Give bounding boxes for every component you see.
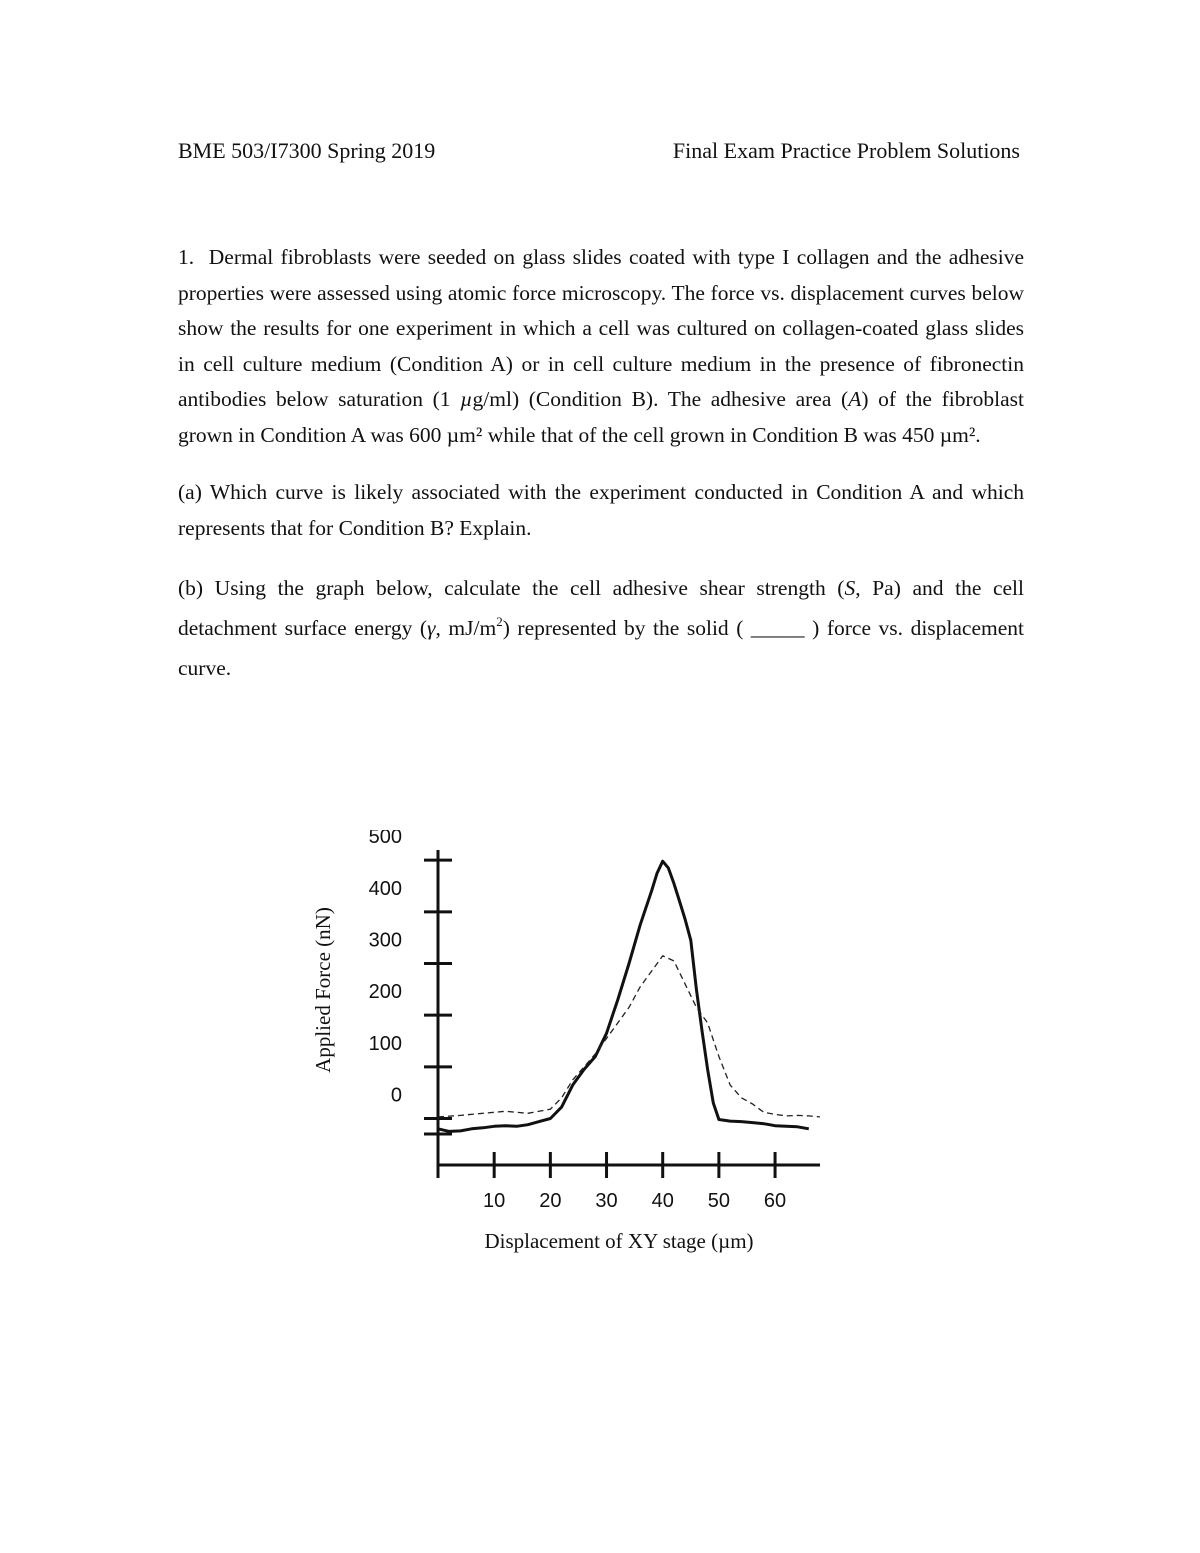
squared-superscript: 2 [496,614,503,629]
x-tick-label: 60 [763,1190,787,1212]
part-a: (a) Which curve is likely associated with the experiment conducted in Condition A and which represents that for Condition B? Explain. [178,480,1024,540]
area-variable: A [848,387,862,411]
x-tick-label: 50 [707,1190,731,1212]
y-axis-title: Applied Force (nN) [311,907,335,1073]
intro-text-1: Dermal fibroblasts were seeded on glass slides coated with type I collagen and the adhesive properties were assessed using atomic force microscopy. The force vs. displacement curves below show the results for one experiment in which a cell was cultured on collagen-coated glass slides in cell culture medium (Condition A) or in cell culture medium in the presence of fibronectin antibodies below saturation (1 [178,245,1025,411]
problem-intro [178,240,1024,453]
x-tick-label: 10 [483,1190,506,1212]
area-unit-b: µm². [939,422,981,447]
mu-symbol: µ [460,387,473,411]
x-tick-label: 40 [651,1190,674,1212]
x-tick-label: 30 [595,1190,618,1212]
area-unit-a: µm² [446,422,483,447]
x-tick-label: 20 [539,1190,562,1212]
force-displacement-chart [290,830,850,1270]
intro-text-2: g/ml) (Condition B). The adhesive area ( [472,387,849,411]
y-tick-label: 400 [368,877,402,900]
y-tick-label: 300 [368,929,402,952]
problem-number: 1. [178,245,195,269]
part-b [178,568,1024,688]
y-tick-label: 0 [390,1084,402,1107]
series-layer [438,861,820,1131]
intro-text-4: while that of the cell grown in Condition B was 450 [482,422,940,447]
problem-1 [178,240,1024,688]
shear-strength-variable: S [844,576,856,600]
y-tick-label: 200 [368,981,402,1004]
solid-curve [438,861,809,1131]
document-title: Final Exam Practice Problem Solutions [672,138,1020,163]
intro-text-3: ) of the fibroblast grown in Condition A was 600 [178,387,1024,447]
gamma-symbol: γ [427,616,436,640]
y-tick-label: 100 [368,1032,402,1055]
part-b-text-2: , Pa) and the cell detachment surface energy ( [178,576,1024,640]
part-b-text-1: (b) Using the graph below, calculate the cell adhesive shear strength ( [178,576,845,600]
dashed-curve [438,956,820,1117]
x-axis-title: Displacement of XY stage (µm) [484,1229,754,1253]
x-ticks [483,1152,786,1212]
y-tick-label: 500 [368,830,402,849]
part-b-text-3: , mJ/m [435,616,497,640]
chart-svg [290,830,850,1270]
course-label: BME 503/I7300 Spring 2019 [178,138,436,163]
part-b-text-4: ) represented by the solid ( _____ ) force vs. displacement curve. [178,616,1025,680]
